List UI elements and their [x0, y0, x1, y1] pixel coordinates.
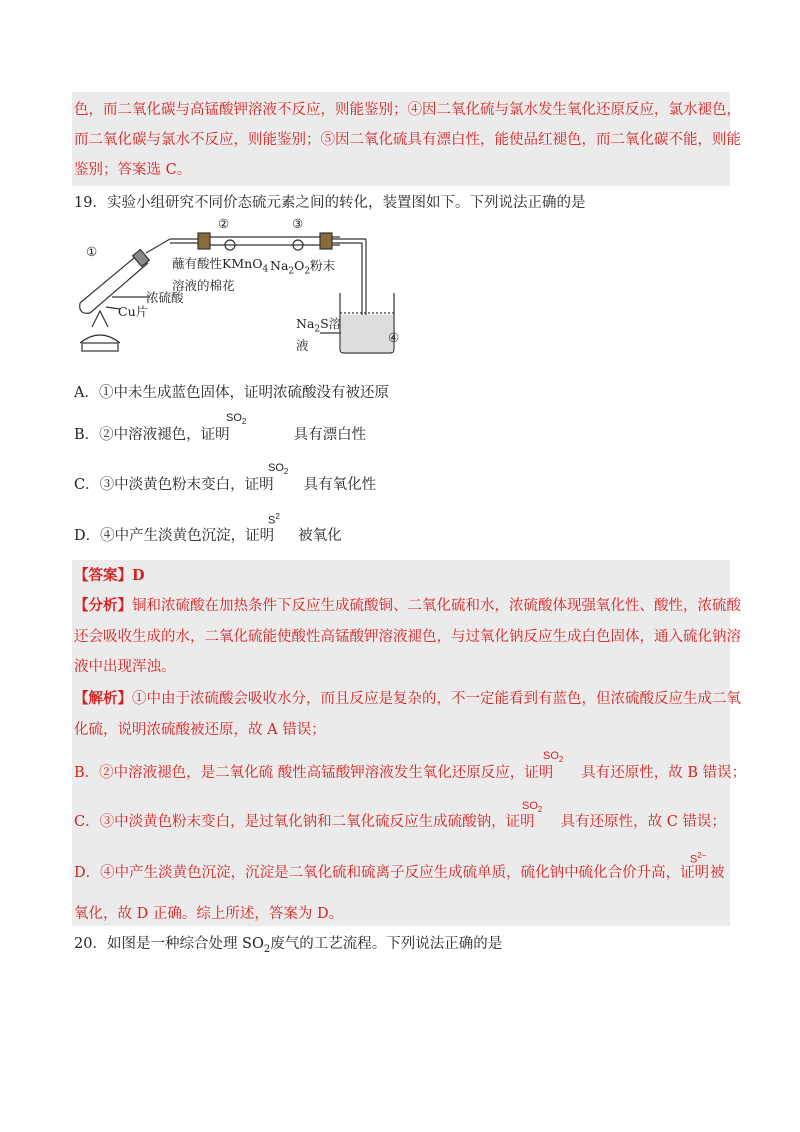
explain-b-line: B．②中溶液褪色，是二氧化硫 酸性高锰酸钾溶液发生氧化还原反应，证明 具有还原性，故 B 错误； — [74, 765, 747, 781]
analysis-line-1: 【分析】铜和浓硫酸在加热条件下反应生成硫酸铜、二氧化硫和水，浓硫酸体现强氧化性、酸性，浓硫酸 — [74, 597, 741, 614]
label-circle-1: ① — [86, 244, 98, 259]
option-a: A．①中未生成蓝色固体，证明浓硫酸没有被还原 — [74, 385, 389, 401]
explain-d-line: D．④中产生淡黄色沉淀，沉淀是二氧化硫和硫离子反应生成硫单质，硫化钠中硫化合价升高，证明 — [74, 865, 710, 881]
label-circle-3: ③ — [292, 216, 304, 231]
explain-c-line: C．③中淡黄色粉末变白，是过氧化钠和二氧化硫反应生成硫酸钠，证明 具有还原性，故 C 错误； — [74, 814, 726, 830]
explain-d-formula: $S^{2-}$ — [690, 851, 707, 866]
explain-d-line-2: 氧化，故 D 正确。综上所述，答案为 D。 — [74, 906, 344, 922]
label-cu: Cu片 — [118, 304, 149, 319]
explain-d-tail: 被 — [710, 865, 725, 881]
prev-answer-line-2: 而二氧化碳与氯水不反应，则能鉴别；⑤因二氧化硫具有漂白性，能使品红褪色，而二氧化碳不能，则能 — [74, 132, 741, 148]
label-circle-2: ② — [218, 216, 230, 231]
label-kmno4: 蘸有酸性KMnO$_4$ 溶液的棉花 — [172, 256, 269, 293]
explain-b-formula: $SO_2$ — [543, 750, 564, 765]
label-circle-4: ④ — [388, 330, 400, 345]
option-d: D．④中产生淡黄色沉淀，证明 被氧化 — [74, 528, 342, 544]
question-20-stem: 20．如图是一种综合处理 $SO_2$废气的工艺流程。下列说法正确的是 — [74, 936, 503, 955]
option-c-formula: $SO_2$ — [268, 462, 289, 477]
analysis-line-3: 液中出现浑浊。 — [74, 659, 176, 675]
option-c: C．③中淡黄色粉末变白，证明 具有氧化性 — [74, 477, 377, 493]
label-conc-acid: 浓硫酸 — [146, 290, 184, 305]
prev-answer-line-3: 鉴别；答案选 C。 — [74, 162, 192, 178]
explain-a-line-2: 化硫，说明浓硫酸被还原，故 A 错误； — [74, 722, 326, 738]
label-na2o2: $Na_2O_2$粉末 — [270, 258, 336, 277]
explain-c-formula: $SO_2$ — [522, 800, 543, 815]
analysis-line-2: 还会吸收生成的水，二氧化硫能使酸性高锰酸钾溶液褪色，与过氧化钠反应生成白色固体，通入硫化钠溶 — [74, 629, 741, 645]
prev-answer-line-1: 色，而二氧化碳与高锰酸钾溶液不反应，则能鉴别；④因二氧化硫与氯水发生氧化还原反应，氯水褪色， — [74, 102, 741, 118]
explain-a-line-1: 【解析】①中由于浓硫酸会吸收水分，而且反应是复杂的，不一定能看到有蓝色，但浓硫酸反应生成二氧 — [74, 690, 741, 707]
option-b-formula: $SO_2$ — [226, 412, 247, 427]
label-na2s: $Na_2S$溶 液 — [296, 316, 342, 353]
question-19-stem: 19．实验小组研究不同价态硫元素之间的转化，装置图如下。下列说法正确的是 — [74, 195, 586, 211]
option-b: B．②中溶液褪色，证明 具有漂白性 — [74, 427, 367, 443]
answer-line: 【答案】D — [74, 567, 145, 584]
option-d-formula: $S^2$ — [268, 512, 280, 527]
